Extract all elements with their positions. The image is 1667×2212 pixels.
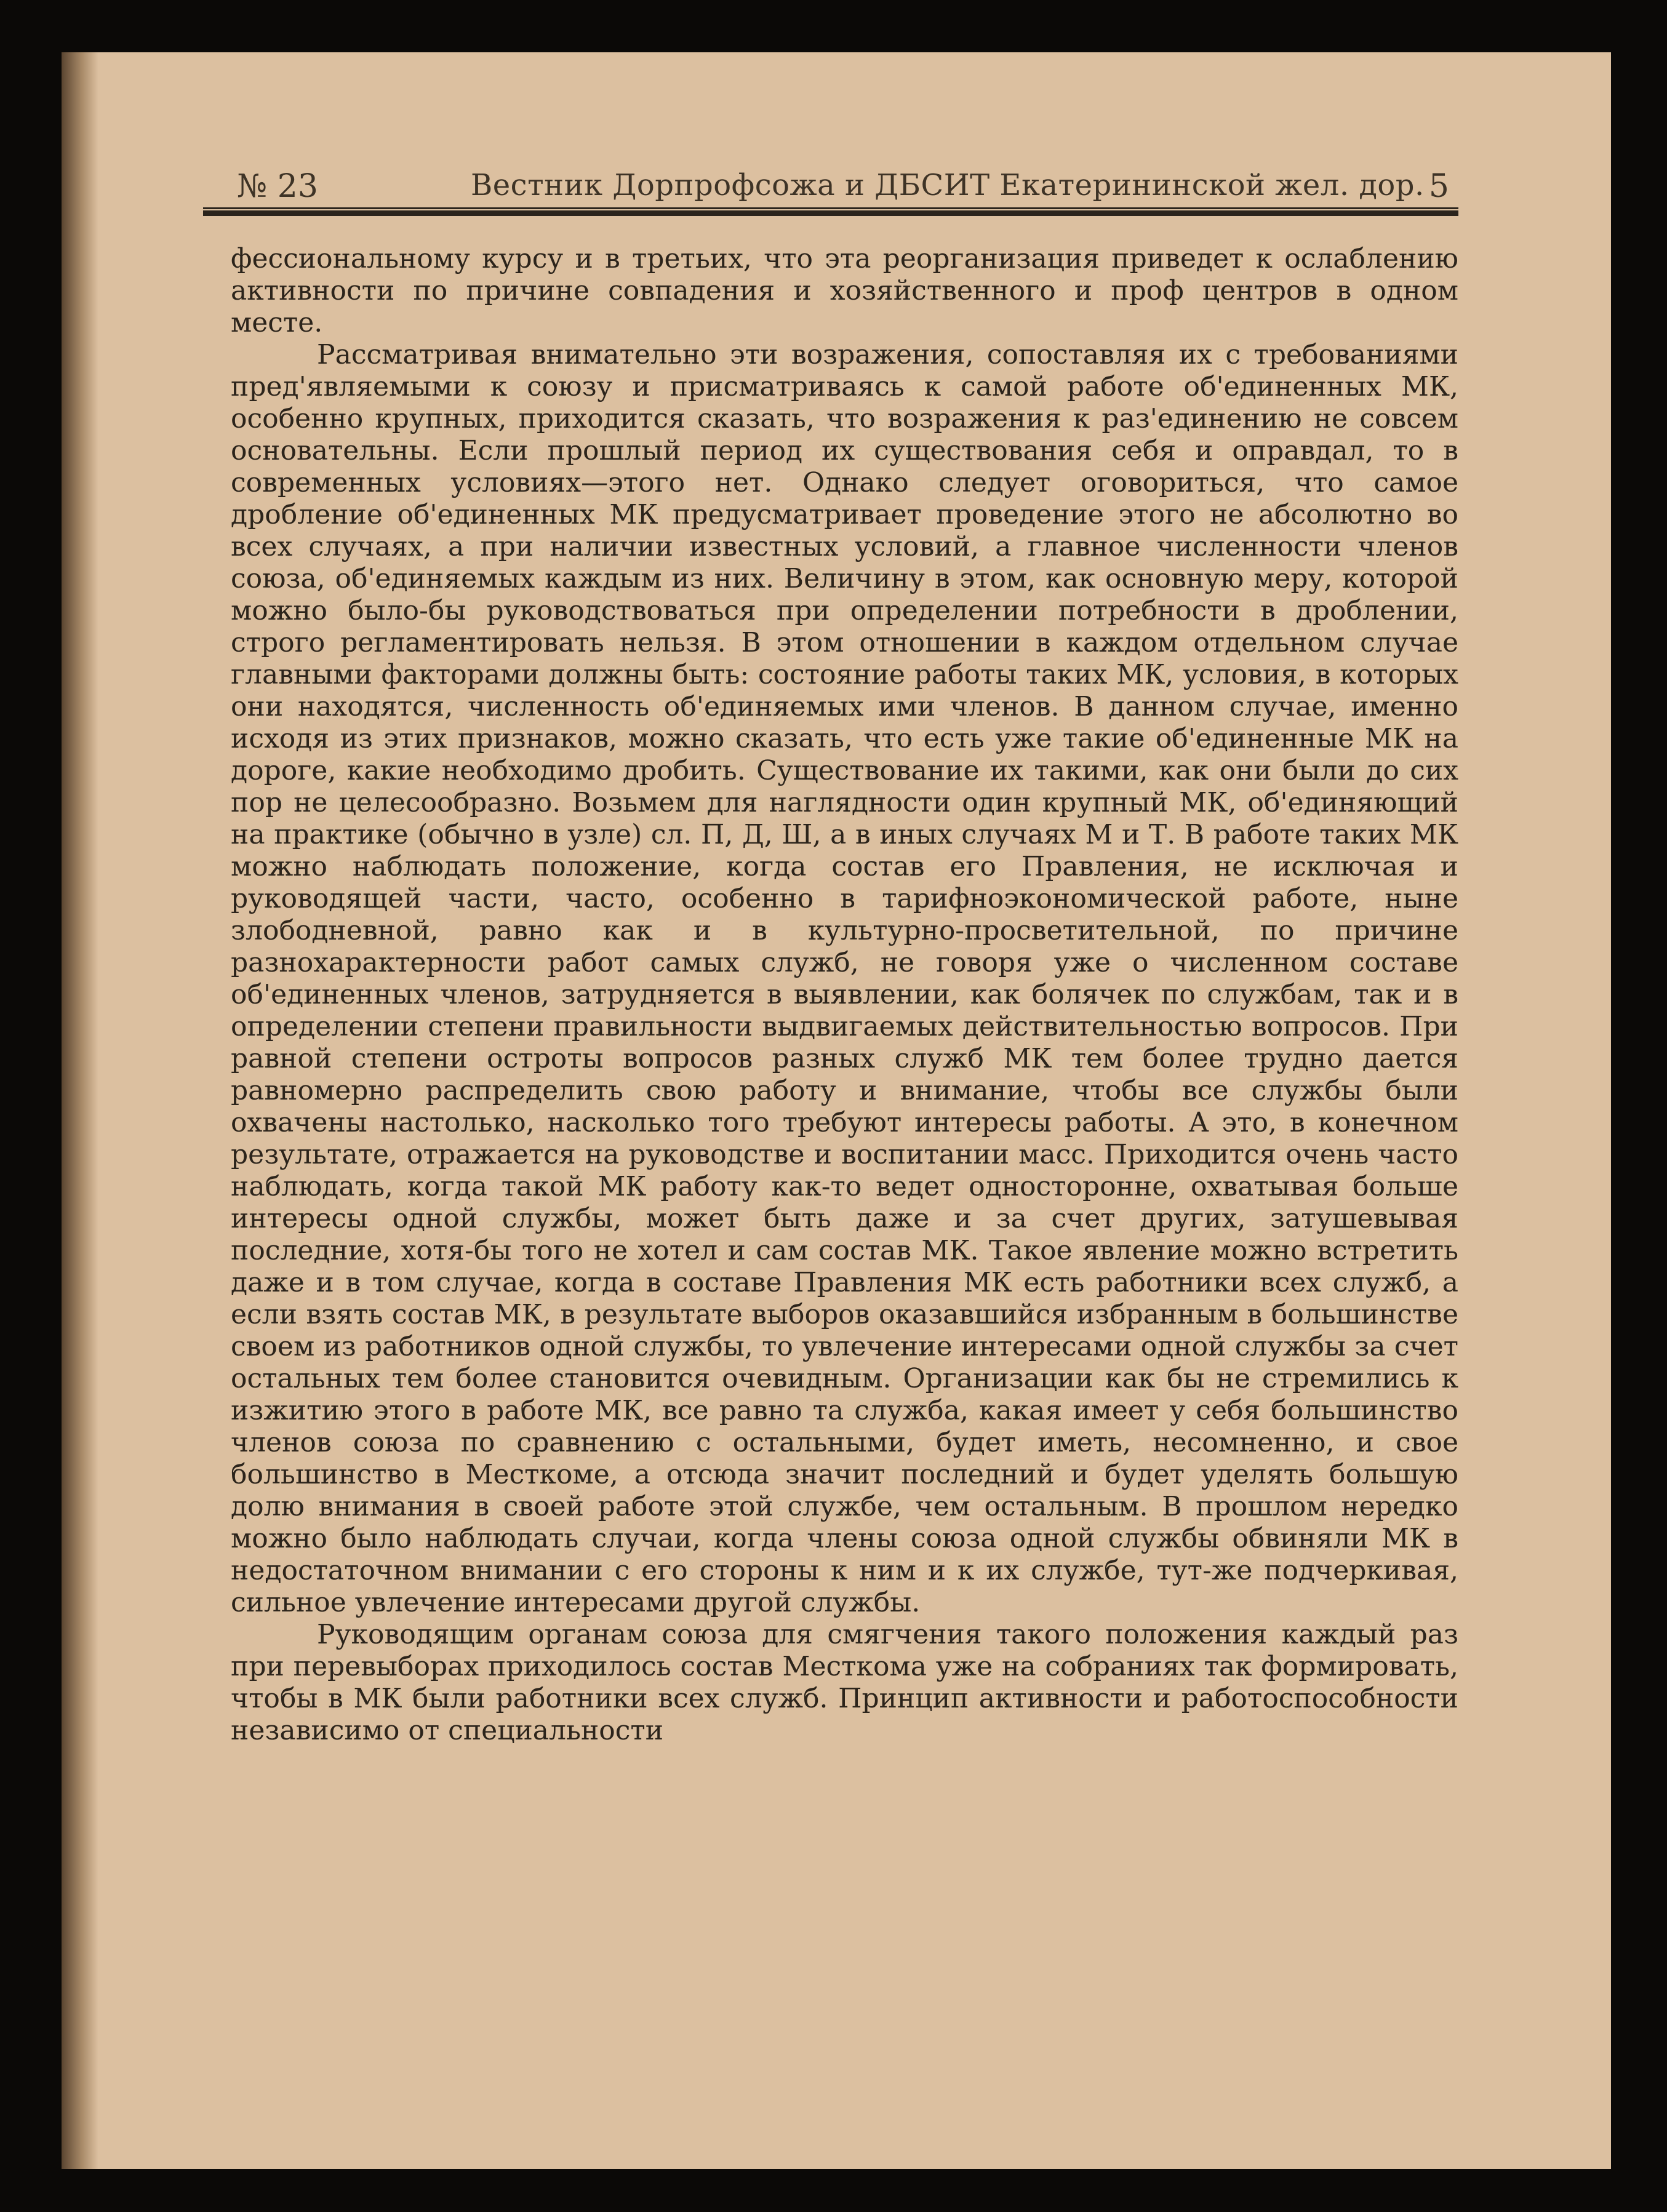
journal-title: Вестник Дорпрофсожа и ДБСИТ Екатерининской жел. дор. xyxy=(471,168,1425,202)
paragraph-2: Рассматривая внимательно эти возражения, сопоставляя их с требованиями пред'являемыми к союзу и присматриваясь к самой работе об'единенных МК, особенно крупных, приходится сказать, что возражения к раз'единению не совсем основательны. Если прошлый период их существования себя и оправдал, то в современных условиях—этого нет. Однако следует оговориться, что самое дробление об'единенных МК предусматривает проведение этого не абсолютно во всех случаях, а при наличии известных условий, а главное численности членов союза, об'единяемых каждым из них. Величину в этом, как основную меру, которой можно было-бы руководствоваться при определении потребности в дроблении, строго регламентировать нельзя. В этом отношении в каждом отдельном случае главными факторами должны быть: состояние работы таких МК, условия, в которых они находятся, численность об'единяемых ими членов. В данном случае, именно исходя из этих признаков, можно сказать, что есть уже такие об'единенные МК на дороге, какие необходимо дробить. Существование их такими, как они были до сих пор не целесообразно. Возьмем для наглядности один крупный МК, об'единяющий на практике (обычно в узле) сл. П, Д, Ш, а в иных случаях М и Т. В работе таких МК можно наблюдать положение, когда состав его Правления, не исключая и руководящей части, часто, особенно в тарифноэкономической работе, ныне злободневной, равно как и в культурно-просветительной, по причине разнохарактерности работ самых служб, не говоря уже о численном составе об'единенных членов, затрудняется в выявлении, как болячек по службам, так и в определении степени правильности выдвигаемых действительностью вопросов. При равной степени остроты вопросов разных служб МК тем более трудно дается равномерно распределить свою работу и внимание, чтобы все службы были охвачены настолько, насколько того требуют интересы работы. А это, в конечном результате, отражается на руководстве и воспитании масс. Приходится очень часто наблюдать, когда такой МК работу как-то ведет односторонне, охватывая больше интересы одной службы, может быть даже и за счет других, затушевывая последние, хотя-бы того не хотел и сам состав МК. Такое явление можно встретить даже и в том случае, когда в составе Правления МК есть работники всех служб, а если взять состав МК, в результате выборов оказавшийся избранным в большинстве своем из работников одной службы, то увлечение интересами одной службы за счет остальных тем более становится очевидным. Организации как бы не стремились к изжитию этого в работе МК, все равно та служба, какая имеет у себя большинство членов союза по сравнению с остальными, будет иметь, несомненно, и свое большинство в Месткоме, а отсюда значит последний и будет уделять большую долю внимания в своей работе этой службе, чем остальным. В прошлом нередко можно было наблюдать случаи, когда члены союза одной службы обвиняли МК в недостаточном внимании с его стороны к ним и к их службе, тут-же подчеркивая, сильное увлечение интересами другой службы. xyxy=(231,339,1458,1618)
header-rule xyxy=(203,207,1458,216)
paragraph-1: фессиональному курсу и в третьих, что эта реорганизация приведет к ослаблению активности по причине совпадения и хозяйственного и проф центров в одном месте. xyxy=(231,243,1458,338)
document-page xyxy=(62,52,1611,2169)
paragraph-3: Руководящим органам союза для смягчения такого положения каждый раз при перевыборах приходилось состав Месткома уже на собраниях так формировать, чтобы в МК были работники всех служб. Принцип активности и работоспособности независимо от специальности xyxy=(231,1619,1458,1746)
issue-number: № 23 xyxy=(237,168,318,205)
page-number: 5 xyxy=(1428,168,1449,205)
binding-spine xyxy=(62,52,98,2169)
article-body xyxy=(231,243,1458,1747)
